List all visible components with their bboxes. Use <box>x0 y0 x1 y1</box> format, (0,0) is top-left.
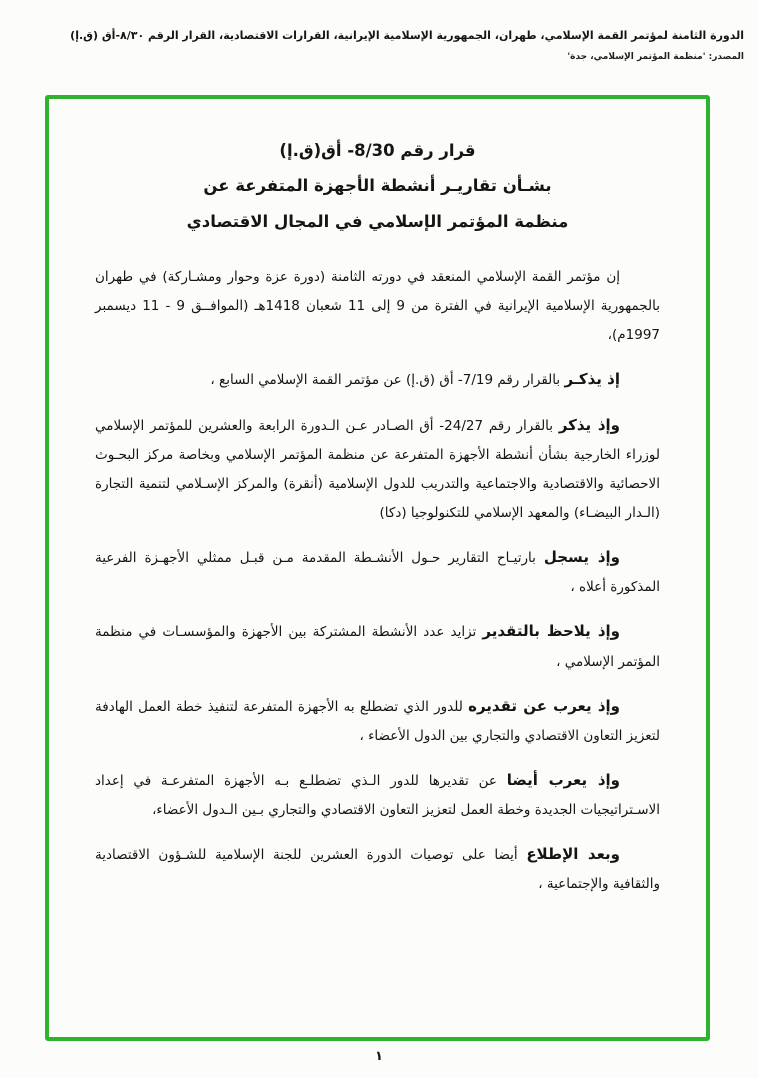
document-header <box>14 28 744 62</box>
paragraph-having-considered <box>95 838 660 899</box>
title-line-3: منظمة المؤتمر الإسلامي في المجال الاقتصادي <box>186 211 569 231</box>
paragraph-lead: وإذ يعرب عن تقديره <box>468 696 620 715</box>
paragraph-text: بالقرار رقم 24/27- أق الصـادر عـن الـدورة الرابعة والعشرين للمؤتمر الإسلامي لوزراء الخارجية بشأن أنشطة الأجهزة المتفرعة عن منظمة المؤتمر الإسلامي وبخاصة مركز البحـوث الاحصائية والاقتصادية والاجتماعية والتدريب للدول الإسلامية (أنقرة) والمركز الإسـلامي لتنمية التجارة (الـدار البيضـاء) والمعهد الإسلامي للتكنولوجيا (دكا) <box>95 417 660 521</box>
paragraph-recalling-1 <box>95 363 660 395</box>
paragraph-text: عن تقديرها للدور الـذي تضطلـع بـه الأجهزة المتفرعـة في إعداد الاسـتراتيجيات الجديدة وخطة العمل لتعزيز التعاون الاقتصادي والتجاري بـين الـدول الأعضاء، <box>95 772 660 819</box>
paragraph-lead: وإذ يذكر <box>558 415 620 434</box>
paragraph-noting-appreciation <box>95 615 660 676</box>
header-citation: الدورة الثامنة لمؤتمر القمة الإسلامي، طهران، الجمهورية الإسلامية الإيرانية، القرارات الاقتصادية، القرار الرقم ٨/٣٠-أق (ق.إ) <box>70 29 744 42</box>
paragraph-expressing-also <box>95 764 660 825</box>
paragraph-text: تزايد عدد الأنشطة المشتركة بين الأجهزة والمؤسسـات في منظمة المؤتمر الإسلامي ، <box>95 624 660 670</box>
paragraph-text: إن مؤتمر القمة الإسلامي المنعقد في دورته الثامنة (دورة عزة وحوار ومشـاركة) في طهران بالجمهورية الإسلامية الإيرانية في الفترة من 9 إلى 11 شعبان 1418هـ (الموافــق 9 - 11 ديسمبر 1997م)، <box>95 269 660 344</box>
paragraph-lead: وإذ يلاحظ بالتقدير <box>482 622 620 641</box>
header-source: المصدر: 'منظمة المؤتمر الإسلامي، جدة' <box>567 51 744 62</box>
paragraph-recalling-2 <box>95 409 660 528</box>
page-number: ١ <box>375 1049 383 1064</box>
paragraph-text: بالقرار رقم 7/19- أق (ق.إ) عن مؤتمر القمة الإسلامي السابع ، <box>210 372 561 389</box>
title-line-1: قرار رقم 8/30- أق(ق.إ) <box>279 141 476 160</box>
paragraph-expressing-appreciation <box>95 690 660 751</box>
paragraph-lead: وإذ يعرب أيضا <box>506 770 620 789</box>
paragraph-lead: إذ يذكـر <box>564 370 620 389</box>
title-line-2: بشـأن تقاريـر أنشطة الأجهزة المتفرعة عن <box>203 176 552 196</box>
paragraph-text: للدور الذي تضطلع به الأجهزة المتفرعة لتنفيذ خطة العمل الهادفة لتعزيز التعاون الاقتصادي والتجاري بين الدول الأعضاء ، <box>95 698 660 744</box>
page-border-frame <box>45 95 710 1041</box>
paragraph-text: بارتيـاح التقارير حـول الأنشـطة المقدمة مـن قبـل ممثلي الأجهـزة الفرعية المذكورة أعلاه ، <box>95 550 660 596</box>
paragraph-noting-reports <box>95 541 660 602</box>
paragraph-text: أيضا على توصيات الدورة العشرين للجنة الإسلامية للشـؤون الاقتصادية والثقافية والإجتماعية ، <box>95 847 660 893</box>
paragraph-preamble <box>95 263 660 350</box>
paragraph-lead: وبعد الإطلاع <box>526 845 621 864</box>
paragraph-lead: وإذ يسجل <box>543 548 621 566</box>
resolution-title <box>95 133 660 239</box>
